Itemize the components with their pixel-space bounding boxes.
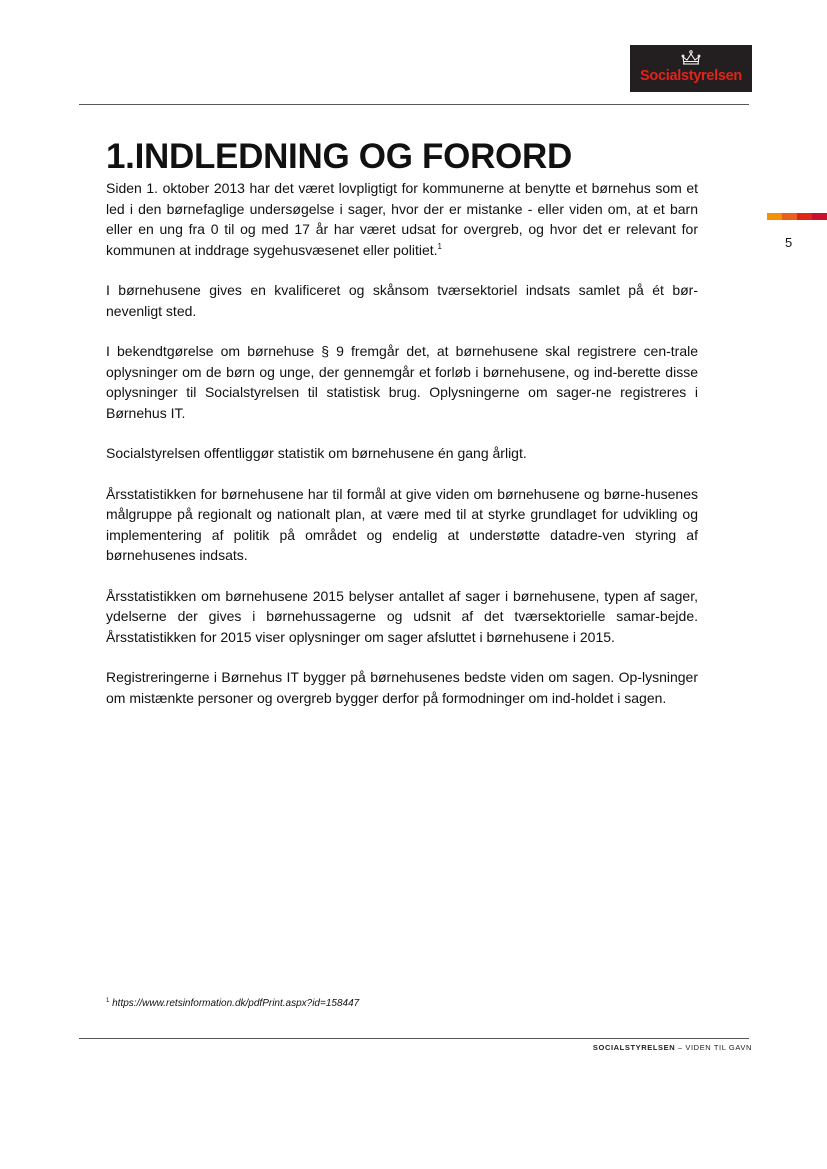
- footnote-marker: 1: [106, 998, 110, 1004]
- marker-segment: [767, 213, 782, 220]
- body-text: [106, 178, 698, 728]
- socialstyrelsen-logo: [630, 45, 752, 92]
- footer-brand: SOCIALSTYRELSEN: [592, 1043, 676, 1052]
- marker-segment: [782, 213, 797, 220]
- paragraph: Årsstatistikken om børnehusene 2015 belyser antallet af sager i børnehusene, typen af sager, ydelserne der gives i børnehussagerne og udsnit af det tværsektorielle samar-bejde. Årsstatistikken for 2015 viser oplysninger om sager afsluttet i børnehusene i 2015.: [106, 587, 698, 645]
- paragraph: Årsstatistikken for børnehusene har til formål at give viden om børnehusene og børne-husenes målgruppe på regionalt og nationalt plan, at være med til at styrke grundlaget for udvikling og implementering af politik på området og endelig at understøtte datadre-ven styring af børnehusenes indsats.: [106, 485, 698, 563]
- header-divider: [79, 104, 749, 105]
- footnote-link[interactable]: https://www.retsinformation.dk/pdfPrint.aspx?id=158447: [112, 998, 360, 1009]
- page-number: 5: [785, 235, 793, 250]
- logo-wordmark: Socialstyrelsen: [640, 68, 742, 84]
- paragraph: Siden 1. oktober 2013 har det været lovpligtigt for kommunerne at benytte et børnehus som et led i den børnefaglige undersøgelse i sager, hvor der er mistanke - eller viden om, at et barn eller en ung fra 0 til og med 17 år har været udsat for overgreb, og hvor det er relevant for kommunen at inddrage sygehusvæsenet eller politiet.$^1$: [106, 180, 698, 258]
- footnote-reference: 1: [437, 241, 442, 251]
- paragraph: I børnehusene gives en kvalificeret og skånsom tværsektoriel indsats samlet på ét bør-nevenligt sted.: [106, 282, 698, 319]
- paragraph: I bekendtgørelse om børnehuse § 9 fremgår det, at børnehusene skal registrere cen-trale oplysninger om de børn og unge, der gennemgår et forløb i børnehusene, og ind-berette disse oplysninger til Socialstyrelsen til statistisk brug. Oplysningerne om sager-ne registreres i Børnehus IT.: [106, 343, 698, 421]
- footnote: [106, 998, 359, 1009]
- marker-segment: [812, 213, 827, 220]
- section-title: 1.INDLEDNING OG FORORD: [106, 137, 572, 176]
- footer-tagline: [593, 1043, 752, 1052]
- marker-segment: [797, 213, 812, 220]
- footer-divider: [79, 1038, 749, 1039]
- paragraph: Socialstyrelsen offentliggør statistik om børnehusene én gang årligt.: [106, 445, 527, 461]
- paragraph: Registreringerne i Børnehus IT bygger på børnehusenes bedste viden om sagen. Op-lysninger om mistænkte personer og overgreb bygger derfor på formodninger om ind-holdet i sagen.: [106, 669, 698, 706]
- side-color-marker: [767, 213, 827, 220]
- footer-slogan: – VIDEN TIL GAVN: [675, 1043, 752, 1052]
